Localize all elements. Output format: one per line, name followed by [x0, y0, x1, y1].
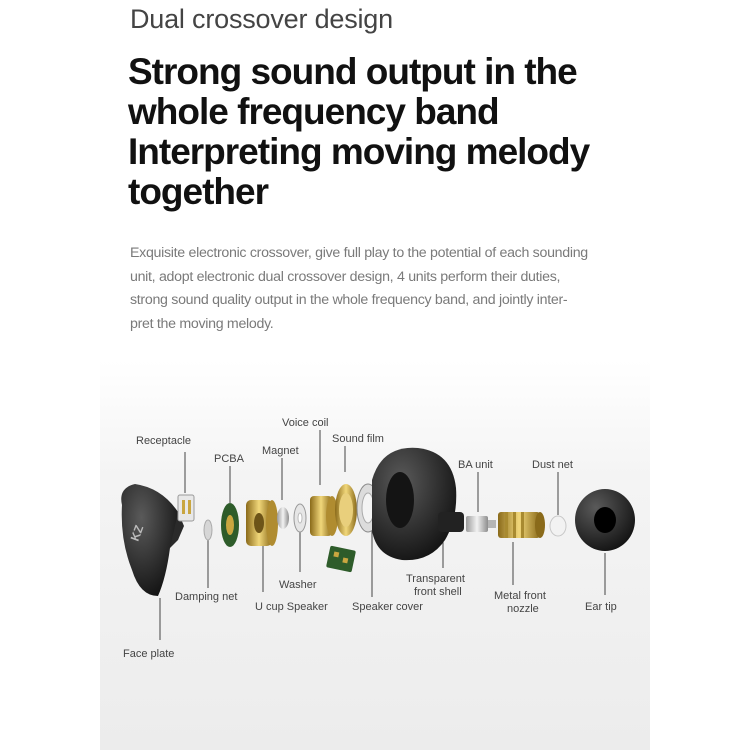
sound-film: [335, 484, 357, 536]
headline-line-1: Strong sound output in the: [128, 51, 577, 92]
headline-line-3: Interpreting moving melody: [128, 131, 590, 172]
exploded-earphone-diagram: [100, 400, 650, 700]
receptacle: [178, 495, 194, 521]
washer: [294, 504, 306, 532]
label-transparent: Transparent: [406, 573, 465, 585]
label-nozzle: nozzle: [507, 603, 539, 615]
description-line-3: strong sound quality output in the whole frequency band, and jointly inter-: [130, 292, 568, 308]
pcba: [221, 503, 239, 547]
description: [130, 242, 640, 336]
label-voice-coil: Voice coil: [282, 417, 329, 429]
headline-line-2: whole frequency band: [128, 91, 499, 132]
label-ear-tip: Ear tip: [585, 601, 617, 613]
crossover-board: [326, 546, 356, 573]
ear-tip: [575, 489, 635, 551]
label-magnet: Magnet: [262, 445, 299, 457]
magnet: [277, 507, 289, 529]
ba-unit: [466, 516, 496, 532]
label-pcba: PCBA: [214, 453, 244, 465]
label-washer: Washer: [279, 579, 317, 591]
label-face-plate: Face plate: [123, 648, 175, 660]
label-front-shell: front shell: [414, 586, 462, 598]
label-damping-net: Damping net: [175, 591, 238, 603]
label-dust-net: Dust net: [532, 459, 573, 471]
label-sound-film: Sound film: [332, 433, 384, 445]
dust-net: [550, 516, 566, 536]
label-u-cup-speaker: U cup Speaker: [255, 601, 328, 613]
face-plate: [121, 484, 184, 596]
metal-front-nozzle: [498, 512, 545, 538]
section-subtitle: Dual crossover design: [130, 4, 393, 34]
description-line-1: Exquisite electronic crossover, give full play to the potential of each sounding: [130, 245, 588, 261]
label-ba-unit: BA unit: [458, 459, 493, 471]
kz-logo-text: KZ: [127, 523, 147, 544]
description-line-2: unit, adopt electronic dual crossover design, 4 units perform their duties,: [130, 268, 561, 285]
voice-coil: [310, 496, 338, 536]
product-panel: [100, 0, 650, 750]
damping-net: [204, 520, 212, 540]
headline: [128, 52, 638, 212]
u-cup-speaker: [246, 500, 278, 546]
headline-line-4: together: [128, 171, 268, 212]
front-shell: [372, 448, 464, 560]
description-line-4: pret the moving melody.: [130, 315, 274, 332]
label-metal-front: Metal front: [494, 590, 546, 602]
label-speaker-cover: Speaker cover: [352, 601, 423, 613]
label-receptacle: Receptacle: [136, 435, 192, 447]
